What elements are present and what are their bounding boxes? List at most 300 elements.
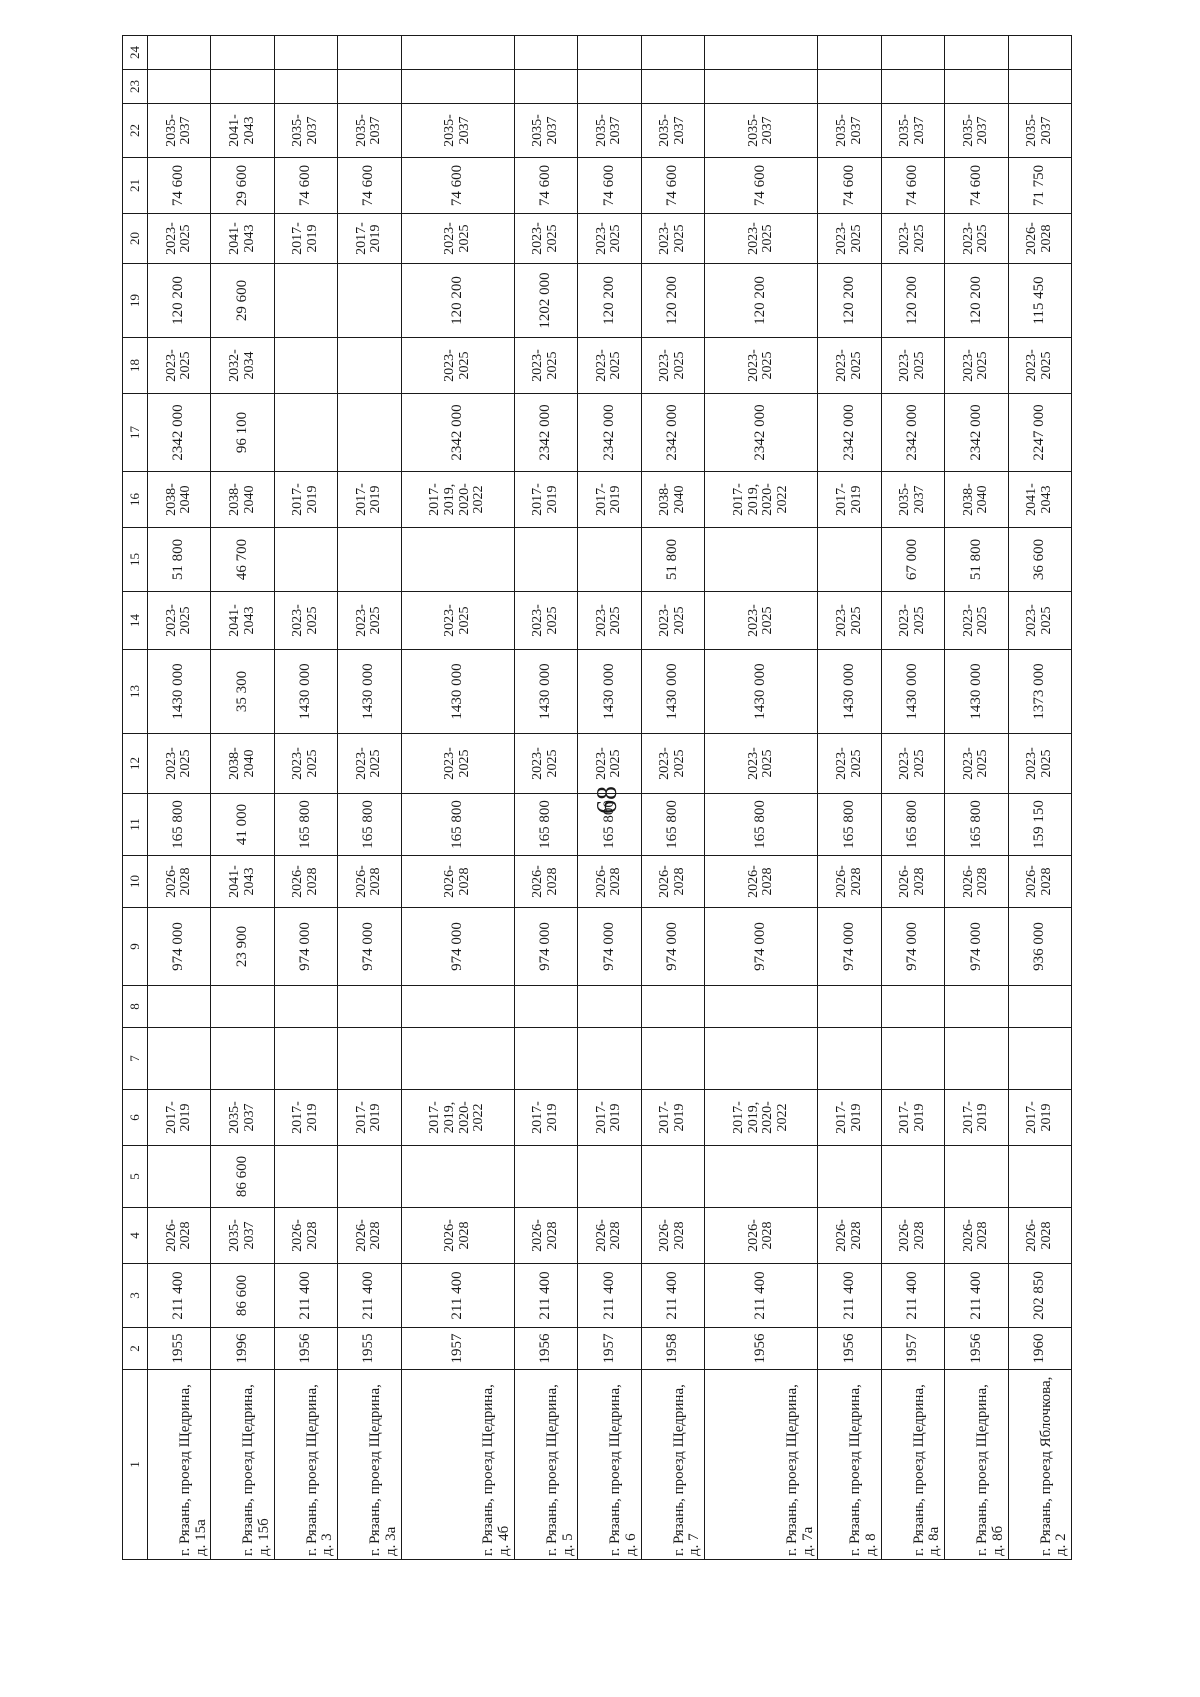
table-cell: [148, 36, 211, 70]
table-cell: [578, 1028, 641, 1090]
table-cell: 1956: [945, 1328, 1008, 1370]
table-cell: 2023-2025: [818, 338, 881, 394]
table-cell: [274, 394, 337, 472]
table-cell: 2017-2019: [578, 1090, 641, 1146]
table-cell: 2035-2037: [945, 104, 1008, 158]
table-cell: 74 600: [338, 158, 401, 214]
address-cell: г. Рязань, проезд Щедрина, д. 8б: [945, 1370, 1008, 1560]
table-cell: 2342 000: [578, 394, 641, 472]
table-cell: [211, 36, 274, 70]
table-cell: 2017-2019: [578, 472, 641, 528]
column-header-20: 20: [123, 214, 148, 264]
table-cell: 2026-2028: [148, 1208, 211, 1264]
table-cell: 74 600: [514, 158, 577, 214]
table-cell: [401, 70, 514, 104]
table-cell: 120 200: [818, 264, 881, 338]
table-cell: 29 600: [211, 264, 274, 338]
table-cell: [338, 70, 401, 104]
table-cell: 2026-2028: [1008, 1208, 1071, 1264]
page-number: 68: [592, 786, 623, 814]
table-cell: 1430 000: [641, 650, 704, 734]
table-cell: [1008, 1146, 1071, 1208]
table-cell: [578, 528, 641, 592]
column-header-21: 21: [123, 158, 148, 214]
table-cell: 2023-2025: [148, 734, 211, 794]
table-cell: [338, 1028, 401, 1090]
table-row: [881, 36, 944, 1560]
column-header-6: 6: [123, 1090, 148, 1146]
table-cell: 2035-2037: [211, 1090, 274, 1146]
table-cell: [211, 986, 274, 1028]
table-cell: 2023-2025: [514, 592, 577, 650]
table-cell: 936 000: [1008, 908, 1071, 986]
register-table: [122, 35, 1072, 1560]
table-cell: [338, 36, 401, 70]
table-cell: 2026-2028: [945, 1208, 1008, 1264]
column-header-19: 19: [123, 264, 148, 338]
table-row: [274, 36, 337, 1560]
column-header-24: 24: [123, 36, 148, 70]
table-cell: 2026-2028: [705, 1208, 818, 1264]
column-header-12: 12: [123, 734, 148, 794]
table-cell: [1008, 70, 1071, 104]
table-cell: 2023-2025: [514, 214, 577, 264]
table-cell: [514, 70, 577, 104]
table-cell: 2023-2025: [641, 592, 704, 650]
table-cell: 2023-2025: [578, 592, 641, 650]
table-body: [148, 36, 1072, 1560]
table-cell: [578, 1146, 641, 1208]
table-cell: 1430 000: [514, 650, 577, 734]
table-cell: 2026-2028: [705, 856, 818, 908]
table-cell: [514, 1028, 577, 1090]
table-cell: 74 600: [578, 158, 641, 214]
table-cell: 974 000: [338, 908, 401, 986]
table-cell: 120 200: [401, 264, 514, 338]
table-cell: 1957: [881, 1328, 944, 1370]
table-cell: 165 800: [401, 794, 514, 856]
column-header-1: 1: [123, 1370, 148, 1560]
table-cell: 2035-2037: [1008, 104, 1071, 158]
table-cell: 1202 000: [514, 264, 577, 338]
table-cell: 211 400: [338, 1264, 401, 1328]
column-header-14: 14: [123, 592, 148, 650]
table-cell: [818, 986, 881, 1028]
table-cell: 2035-2037: [818, 104, 881, 158]
table-cell: [514, 36, 577, 70]
table-cell: 2023-2025: [705, 338, 818, 394]
table-cell: 2017-2019: [818, 472, 881, 528]
table-cell: 2038-2040: [641, 472, 704, 528]
table-cell: 74 600: [274, 158, 337, 214]
table-cell: 1430 000: [881, 650, 944, 734]
table-cell: 2023-2025: [641, 214, 704, 264]
table-cell: 86 600: [211, 1146, 274, 1208]
table-cell: 2342 000: [148, 394, 211, 472]
table-row: [1008, 36, 1071, 1560]
table-cell: 2017-2019: [945, 1090, 1008, 1146]
table-cell: 2035-2037: [705, 104, 818, 158]
table-cell: 1955: [148, 1328, 211, 1370]
table-cell: [818, 70, 881, 104]
table-cell: 2026-2028: [514, 1208, 577, 1264]
table-cell: 2026-2028: [1008, 214, 1071, 264]
table-cell: 2023-2025: [514, 734, 577, 794]
table-cell: 46 700: [211, 528, 274, 592]
table-cell: [401, 986, 514, 1028]
table-cell: [818, 36, 881, 70]
table-cell: [881, 36, 944, 70]
table-cell: 2035-2037: [881, 104, 944, 158]
table-cell: 165 800: [514, 794, 577, 856]
table-cell: 1955: [338, 1328, 401, 1370]
table-cell: [211, 1028, 274, 1090]
table-cell: 165 800: [274, 794, 337, 856]
table-cell: 120 200: [148, 264, 211, 338]
table-cell: 2023-2025: [945, 338, 1008, 394]
table-cell: 165 800: [945, 794, 1008, 856]
table-cell: 2342 000: [641, 394, 704, 472]
table-cell: [274, 264, 337, 338]
table-cell: 2023-2025: [818, 214, 881, 264]
table-row: [945, 36, 1008, 1560]
table-cell: 2035-2037: [338, 104, 401, 158]
table-row: [641, 36, 704, 1560]
table-cell: 2026-2028: [818, 1208, 881, 1264]
table-cell: 2026-2028: [818, 856, 881, 908]
table-cell: 2017-2019: [274, 472, 337, 528]
table-cell: 2026-2028: [881, 856, 944, 908]
table-cell: 211 400: [514, 1264, 577, 1328]
column-header-10: 10: [123, 856, 148, 908]
table-cell: 2023-2025: [705, 734, 818, 794]
table-cell: 2023-2025: [881, 592, 944, 650]
table-cell: [1008, 36, 1071, 70]
table-cell: 1430 000: [401, 650, 514, 734]
table-cell: 2023-2025: [1008, 734, 1071, 794]
table-cell: [578, 36, 641, 70]
table-cell: 2023-2025: [945, 734, 1008, 794]
table-cell: 2041-2043: [211, 856, 274, 908]
table-cell: 67 000: [881, 528, 944, 592]
table-cell: 2023-2025: [881, 338, 944, 394]
table-cell: 2342 000: [514, 394, 577, 472]
table-cell: [274, 528, 337, 592]
table-cell: 2035-2037: [401, 104, 514, 158]
column-header-11: 11: [123, 794, 148, 856]
table-cell: 974 000: [641, 908, 704, 986]
address-cell: г. Рязань, проезд Щедрина, д. 3а: [338, 1370, 401, 1560]
table-cell: [514, 528, 577, 592]
table-cell: 2023-2025: [705, 214, 818, 264]
table-cell: 120 200: [945, 264, 1008, 338]
table-cell: [578, 70, 641, 104]
table-cell: 74 600: [818, 158, 881, 214]
table-cell: 74 600: [401, 158, 514, 214]
table-cell: 2342 000: [881, 394, 944, 472]
table-cell: 1957: [578, 1328, 641, 1370]
table-cell: [148, 1028, 211, 1090]
table-cell: 974 000: [401, 908, 514, 986]
table-cell: 1430 000: [578, 650, 641, 734]
table-cell: 2026-2028: [641, 1208, 704, 1264]
table-cell: [881, 1146, 944, 1208]
column-header-18: 18: [123, 338, 148, 394]
table-cell: 74 600: [705, 158, 818, 214]
table-cell: 211 400: [641, 1264, 704, 1328]
table-cell: 2017-2019: [818, 1090, 881, 1146]
table-cell: 120 200: [881, 264, 944, 338]
table-cell: 211 400: [148, 1264, 211, 1328]
table-cell: [274, 70, 337, 104]
table-cell: 2017-2019: [148, 1090, 211, 1146]
table-cell: 165 800: [818, 794, 881, 856]
table-cell: [1008, 1028, 1071, 1090]
table-cell: 29 600: [211, 158, 274, 214]
address-cell: г. Рязань, проезд Щедрина, д. 8а: [881, 1370, 944, 1560]
table-cell: 2023-2025: [401, 592, 514, 650]
table-cell: 2035-2037: [881, 472, 944, 528]
address-cell: г. Рязань, проезд Яблочкова, д. 2: [1008, 1370, 1071, 1560]
table-cell: 2017-2019, 2020-2022: [401, 472, 514, 528]
table-cell: 2023-2025: [578, 214, 641, 264]
table-row: [211, 36, 274, 1560]
table-cell: [148, 986, 211, 1028]
table-cell: 159 150: [1008, 794, 1071, 856]
table-cell: [641, 1146, 704, 1208]
table-cell: 51 800: [945, 528, 1008, 592]
table-cell: 1430 000: [818, 650, 881, 734]
table-cell: 2017-2019: [1008, 1090, 1071, 1146]
table-cell: 202 850: [1008, 1264, 1071, 1328]
table-cell: 1960: [1008, 1328, 1071, 1370]
table-cell: 211 400: [401, 1264, 514, 1328]
table-cell: [881, 986, 944, 1028]
table-cell: [945, 36, 1008, 70]
table-cell: [148, 1146, 211, 1208]
column-header-16: 16: [123, 472, 148, 528]
table-cell: 2017-2019: [338, 214, 401, 264]
table-cell: 51 800: [641, 528, 704, 592]
column-header-9: 9: [123, 908, 148, 986]
table-cell: [211, 70, 274, 104]
table-cell: 211 400: [578, 1264, 641, 1328]
table-cell: 2342 000: [705, 394, 818, 472]
table-cell: 2023-2025: [641, 338, 704, 394]
table-cell: 1956: [818, 1328, 881, 1370]
table-cell: 974 000: [945, 908, 1008, 986]
table-cell: 35 300: [211, 650, 274, 734]
table-cell: 2041-2043: [1008, 472, 1071, 528]
table-cell: 1430 000: [148, 650, 211, 734]
table-cell: [705, 70, 818, 104]
column-header-5: 5: [123, 1146, 148, 1208]
table-cell: [401, 1028, 514, 1090]
table-cell: 41 000: [211, 794, 274, 856]
table-cell: [401, 36, 514, 70]
table-cell: 23 900: [211, 908, 274, 986]
table-cell: [338, 1146, 401, 1208]
table-cell: 2023-2025: [274, 592, 337, 650]
table-cell: 2026-2028: [274, 856, 337, 908]
table-cell: 2023-2025: [705, 592, 818, 650]
table-cell: 2023-2025: [338, 734, 401, 794]
table-cell: 1373 000: [1008, 650, 1071, 734]
table-cell: 1957: [401, 1328, 514, 1370]
table-cell: 74 600: [881, 158, 944, 214]
table-row: [578, 36, 641, 1560]
table-cell: 1430 000: [705, 650, 818, 734]
table-cell: [945, 986, 1008, 1028]
table-cell: 165 800: [705, 794, 818, 856]
table-cell: [338, 264, 401, 338]
table-cell: 2017-2019, 2020-2022: [705, 1090, 818, 1146]
table-row: [514, 36, 577, 1560]
table-cell: [514, 1146, 577, 1208]
table-cell: 165 800: [148, 794, 211, 856]
table-cell: 2017-2019: [338, 1090, 401, 1146]
table-cell: 2023-2025: [401, 338, 514, 394]
table-cell: 2038-2040: [148, 472, 211, 528]
table-cell: 974 000: [578, 908, 641, 986]
table-cell: [1008, 986, 1071, 1028]
table-cell: 115 450: [1008, 264, 1071, 338]
table-cell: 2023-2025: [338, 592, 401, 650]
table-cell: 165 800: [338, 794, 401, 856]
table-cell: [338, 986, 401, 1028]
table-cell: 120 200: [641, 264, 704, 338]
table-cell: [818, 1028, 881, 1090]
table-cell: 1956: [514, 1328, 577, 1370]
table-cell: 2038-2040: [211, 734, 274, 794]
table-cell: 2023-2025: [514, 338, 577, 394]
table-row: [705, 36, 818, 1560]
table-cell: 2026-2028: [148, 856, 211, 908]
table-cell: 2026-2028: [945, 856, 1008, 908]
table-cell: 974 000: [818, 908, 881, 986]
table-cell: [945, 1146, 1008, 1208]
table-cell: 211 400: [881, 1264, 944, 1328]
table-cell: [274, 1028, 337, 1090]
table-cell: 974 000: [705, 908, 818, 986]
table-row: [401, 36, 514, 1560]
table-cell: 2017-2019, 2020-2022: [705, 472, 818, 528]
table-cell: 2023-2025: [401, 734, 514, 794]
table-cell: [881, 70, 944, 104]
table-cell: 1996: [211, 1328, 274, 1370]
table-cell: 2026-2028: [401, 1208, 514, 1264]
address-cell: г. Рязань, проезд Щедрина, д. 5: [514, 1370, 577, 1560]
table-cell: [945, 1028, 1008, 1090]
table-cell: 2017-2019: [514, 1090, 577, 1146]
table-cell: 2023-2025: [818, 592, 881, 650]
table-cell: 1430 000: [945, 650, 1008, 734]
table-cell: 974 000: [881, 908, 944, 986]
table-cell: 2038-2040: [211, 472, 274, 528]
table-cell: 2023-2025: [945, 214, 1008, 264]
table-cell: 2026-2028: [338, 856, 401, 908]
table-cell: 2023-2025: [1008, 338, 1071, 394]
table-cell: [274, 338, 337, 394]
table-cell: [401, 528, 514, 592]
table-cell: 2026-2028: [641, 856, 704, 908]
table-row: [338, 36, 401, 1560]
table-cell: [881, 1028, 944, 1090]
table-cell: 74 600: [641, 158, 704, 214]
table-cell: 2026-2028: [578, 856, 641, 908]
column-header-17: 17: [123, 394, 148, 472]
column-header-22: 22: [123, 104, 148, 158]
table-cell: 71 750: [1008, 158, 1071, 214]
table-cell: 120 200: [705, 264, 818, 338]
table-cell: [641, 986, 704, 1028]
table-cell: 1956: [274, 1328, 337, 1370]
table-cell: 165 800: [578, 794, 641, 856]
table-cell: [705, 1146, 818, 1208]
table-cell: 974 000: [514, 908, 577, 986]
table-cell: 2035-2037: [641, 104, 704, 158]
table-cell: 2023-2025: [945, 592, 1008, 650]
table-cell: [338, 338, 401, 394]
table-cell: 211 400: [705, 1264, 818, 1328]
address-cell: г. Рязань, проезд Щедрина, д. 3: [274, 1370, 337, 1560]
table-cell: [705, 986, 818, 1028]
table-cell: 2035-2037: [514, 104, 577, 158]
table-cell: [705, 528, 818, 592]
table-cell: 2342 000: [945, 394, 1008, 472]
table-cell: [578, 986, 641, 1028]
table-cell: [705, 1028, 818, 1090]
table-cell: 2032-2034: [211, 338, 274, 394]
table-cell: 211 400: [818, 1264, 881, 1328]
table-cell: 96 100: [211, 394, 274, 472]
table-cell: 2035-2037: [148, 104, 211, 158]
table-cell: 86 600: [211, 1264, 274, 1328]
table-cell: 211 400: [945, 1264, 1008, 1328]
table-frame: [122, 36, 1072, 1560]
table-cell: 2017-2019: [881, 1090, 944, 1146]
table-cell: 2017-2019, 2020-2022: [401, 1090, 514, 1146]
table-cell: 2023-2025: [148, 214, 211, 264]
table-cell: 2017-2019: [641, 1090, 704, 1146]
table-cell: 2026-2028: [514, 856, 577, 908]
column-header-4: 4: [123, 1208, 148, 1264]
table-cell: 974 000: [148, 908, 211, 986]
table-row: [148, 36, 211, 1560]
table-cell: 2038-2040: [945, 472, 1008, 528]
table-cell: [274, 1146, 337, 1208]
table-row: [818, 36, 881, 1560]
table-cell: 120 200: [578, 264, 641, 338]
table-cell: 2017-2019: [274, 214, 337, 264]
address-cell: г. Рязань, проезд Щедрина, д. 7а: [705, 1370, 818, 1560]
table-cell: 2023-2025: [578, 338, 641, 394]
table-cell: 2026-2028: [1008, 856, 1071, 908]
table-cell: 2026-2028: [338, 1208, 401, 1264]
table-cell: 36 600: [1008, 528, 1071, 592]
table-cell: 165 800: [641, 794, 704, 856]
table-cell: 2035-2037: [211, 1208, 274, 1264]
column-header-3: 3: [123, 1264, 148, 1328]
table-cell: 2017-2019: [274, 1090, 337, 1146]
table-cell: 2023-2025: [148, 338, 211, 394]
table-cell: 2035-2037: [578, 104, 641, 158]
table-cell: 2023-2025: [641, 734, 704, 794]
table-cell: 974 000: [274, 908, 337, 986]
column-header-8: 8: [123, 986, 148, 1028]
table-cell: 2023-2025: [148, 592, 211, 650]
table-cell: [818, 528, 881, 592]
